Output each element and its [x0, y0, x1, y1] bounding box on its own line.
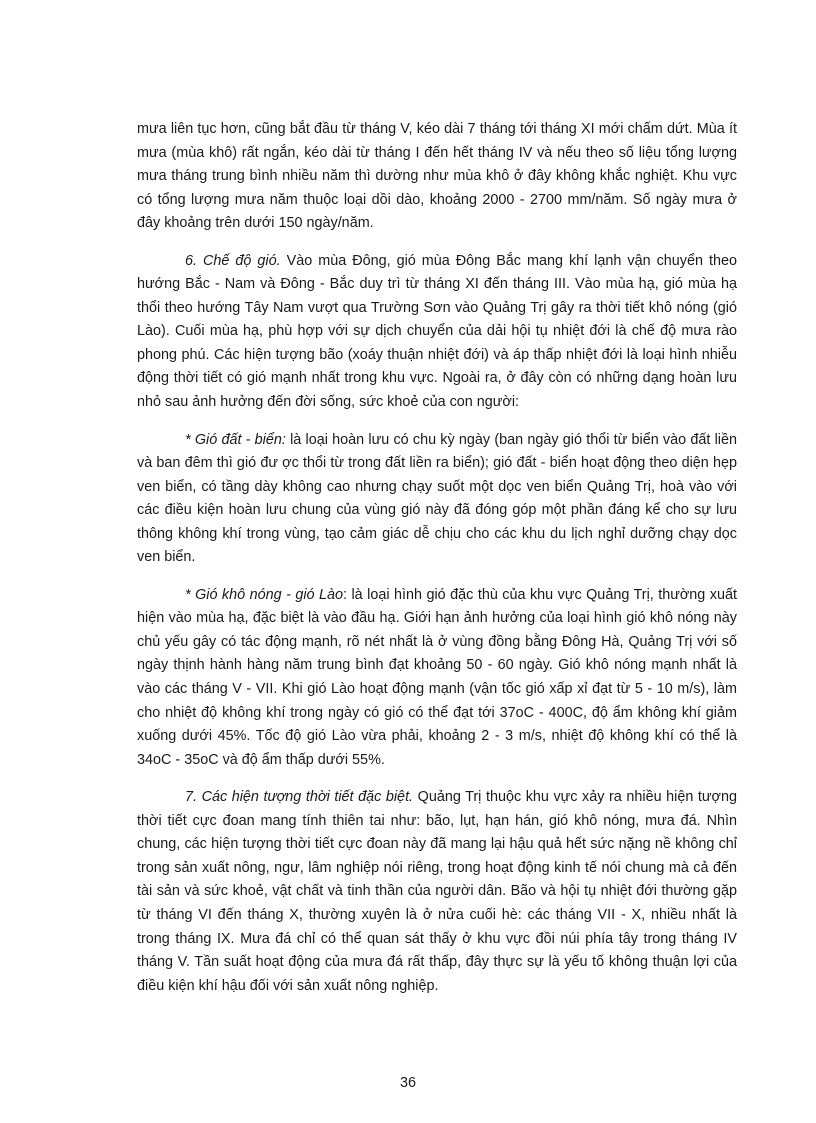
subheading-lao-wind: * Gió khô nóng - gió Lào	[185, 586, 344, 603]
paragraph-text: : là loại hình gió đặc thù của khu vực Quảng Trị, thường xuất hiện vào mùa hạ, đặc biệt là vào đầu hạ. Giới hạn ảnh hưởng của loại hình gió khô nóng này chủ yếu gây có tác động mạnh, rõ nét nhất là ở vùng đồng bằng Đông Hà, Quảng Trị với số ngày thịnh hành hàng năm trung bình đạt khoảng 50 - 60 ngày. Gió khô nóng mạnh nhất là vào các tháng V - VII. Khi gió Lào hoạt động mạnh (vận tốc gió xấp xỉ đạt từ 5 - 10 m/s), làm cho nhiệt độ không khí trong ngày có gió có thể đạt tới 37oC - 400C, độ ẩm không khí giảm xuống dưới 45%. Tốc độ gió Lào vừa phải, khoảng 2 - 3 m/s, nhiệt độ không khí có thể là 34oC - 35oC và độ ẩm thấp dưới 55%.	[137, 586, 737, 768]
paragraph-text: mưa liên tục hơn, cũng bắt đầu từ tháng V, kéo dài 7 tháng tới tháng XI mới chấm dứt. Mùa ít mưa (mùa khô) rất ngắn, kéo dài từ tháng I đến hết tháng IV và nếu theo số liệu tổng lượng mưa tháng trung bình nhiều năm thì dường như mùa khô ở đây không khắc nghiệt. Khu vực có tổng lượng mưa năm thuộc loại dồi dào, khoảng 2000 - 2700 mm/năm. Số ngày mưa ở đây khoảng trên dưới 150 ngày/năm.	[137, 121, 737, 232]
page-body	[137, 118, 737, 998]
paragraph-text: là loại hoàn lưu có chu kỳ ngày (ban ngày gió thổi từ biển vào đất liền và ban đêm thì gió đư ợc thổi từ trong đất liền ra biển); gió đất - biển hoạt động theo diện hẹp ven biển, có tầng dày không cao nhưng chạy suốt một dọc ven biển Quảng Trị, hoà vào với các điều kiện hoàn lưu chung của vùng gió này đã đóng góp một phần đáng kể cho sự lưu thông không khí trong vùng, tạo cảm giác dễ chịu cho các khu du lịch nghỉ dưỡng chạy dọc ven biển.	[137, 431, 737, 566]
paragraph-special-weather	[137, 786, 737, 998]
paragraph-wind-regime	[137, 250, 737, 415]
paragraph-rain-season	[137, 118, 737, 236]
section-heading-special-weather: 7. Các hiện tượng thời tiết đặc biệt.	[185, 789, 414, 806]
paragraph-land-sea-breeze	[137, 429, 737, 570]
paragraph-text: Quảng Trị thuộc khu vực xảy ra nhiều hiện tượng thời tiết cực đoan mang tính thiên tai như: bão, lụt, hạn hán, gió khô nóng, mưa đá. Nhìn chung, các hiện tượng thời tiết cực đoan này đã mang lại hậu quả hết sức nặng nề không chỉ trong sản xuất nông, ngư, lâm nghiệp nói riêng, trong hoạt động kinh tế nói chung mà cả đến tài sản và sức khoẻ, vật chất và tinh thần của người dân. Bão và hội tụ nhiệt đới thường gặp từ tháng VI đến tháng X, thường xuyên là ở nửa cuối hè: các tháng VII - X, nhiều nhất là trong tháng IX. Mưa đá chỉ có thể quan sát thấy ở khu vực đồi núi phía tây trong tháng IV tháng V. Tần suất hoạt động của mưa đá rất thấp, đây thực sự là yếu tố không thuận lợi của điều kiện khí hậu đối với sản xuất nông nghiệp.	[137, 789, 737, 994]
paragraph-text: Vào mùa Đông, gió mùa Đông Bắc mang khí lạnh vận chuyển theo hướng Bắc - Nam và Đông - Bắc duy trì từ tháng XI đến tháng III. Vào mùa hạ, gió mùa hạ thổi theo hướng Tây Nam vượt qua Trường Sơn vào Quảng Trị gây ra thời tiết khô nóng (gió Lào). Cuối mùa hạ, phù hợp với sự dịch chuyển của dải hội tụ nhiệt đới là chế độ mưa rào phong phú. Các hiện tượng bão (xoáy thuận nhiệt đới) và áp thấp nhiệt đới là loại hình nhiễu động thời tiết có gió mạnh nhất trong khu vực. Ngoài ra, ở đây còn có những dạng hoàn lưu nhỏ sau ảnh hưởng đến đời sống, sức khoẻ của con người:	[137, 252, 737, 411]
section-heading-wind-regime: 6. Chế độ gió.	[185, 252, 281, 269]
paragraph-lao-wind	[137, 584, 737, 772]
subheading-land-sea-breeze: * Gió đất - biển:	[185, 431, 286, 448]
page-number: 36	[399, 1075, 416, 1091]
